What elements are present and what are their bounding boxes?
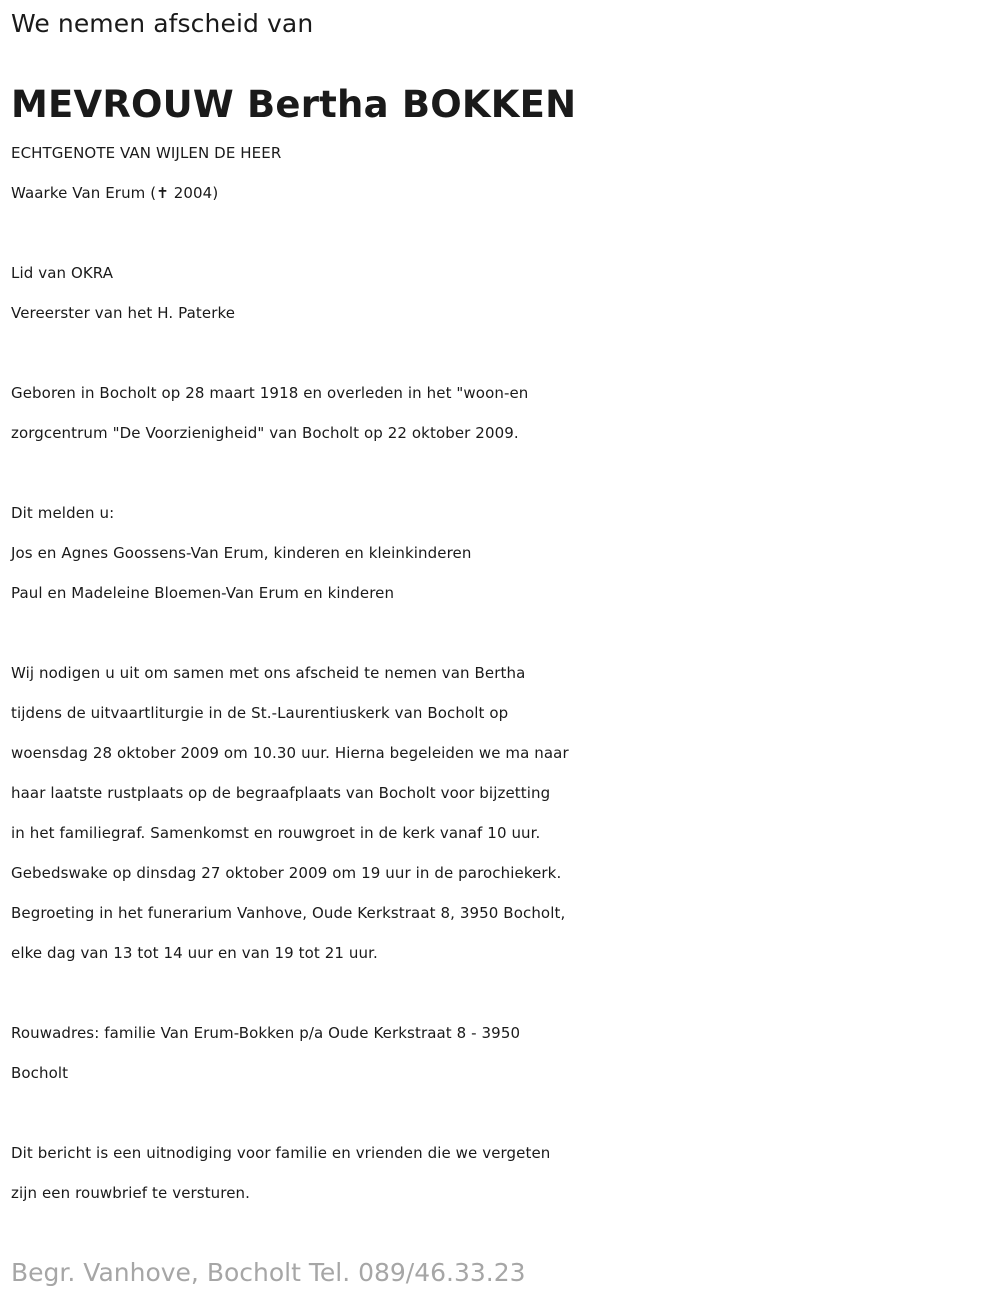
mourning-address-line-2: Bocholt <box>11 1064 69 1082</box>
ceremony-line-6: Gebedswake op dinsdag 27 oktober 2009 om 19 uur in de parochiekerk. <box>11 864 562 882</box>
ceremony-line-1: Wij nodigen u uit om samen met ons afscheid te nemen van Bertha <box>11 664 526 682</box>
notice-body <box>11 133 991 1213</box>
spouse-line-2: Waarke Van Erum (✝ 2004) <box>11 184 219 202</box>
ceremony-line-5: in het familiegraf. Samenkomst en rouwgroet in de kerk vanaf 10 uur. <box>11 824 541 842</box>
announcers-heading: Dit melden u: <box>11 504 115 522</box>
ceremony-line-8: elke dag van 13 tot 14 uur en van 19 tot 21 uur. <box>11 944 378 962</box>
ceremony-line-4: haar laatste rustplaats op de begraafplaats van Bocholt voor bijzetting <box>11 784 551 802</box>
membership-okra: Lid van OKRA <box>11 264 114 282</box>
membership-paterke: Vereerster van het H. Paterke <box>11 304 236 322</box>
ceremony-line-2: tijdens de uitvaartliturgie in de St.-Laurentiuskerk van Bocholt op <box>11 704 509 722</box>
ceremony-line-3: woensdag 28 oktober 2009 om 10.30 uur. Hierna begeleiden we ma naar <box>11 744 569 762</box>
invitation-notice-line-1: Dit bericht is een uitnodiging voor familie en vrienden die we vergeten <box>11 1144 551 1162</box>
spouse-line-1: ECHTGENOTE VAN WIJLEN DE HEER <box>11 144 282 162</box>
mourning-address-line-1: Rouwadres: familie Van Erum-Bokken p/a Oude Kerkstraat 8 - 3950 <box>11 1024 521 1042</box>
ceremony-line-7: Begroeting in het funerarium Vanhove, Oude Kerkstraat 8, 3950 Bocholt, <box>11 904 566 922</box>
invitation-notice-line-2: zijn een rouwbrief te versturen. <box>11 1184 251 1202</box>
funeral-home-footer: Begr. Vanhove, Bocholt Tel. 089/46.33.23 <box>11 1258 526 1287</box>
intro-text: We nemen afscheid van <box>11 9 314 38</box>
birth-death-line-2: zorgcentrum "De Voorzienigheid" van Bocholt op 22 oktober 2009. <box>11 424 519 442</box>
birth-death-line-1: Geboren in Bocholt op 28 maart 1918 en overleden in het "woon-en <box>11 384 529 402</box>
announcer-family-bloemen: Paul en Madeleine Bloemen-Van Erum en kinderen <box>11 584 395 602</box>
deceased-name: MEVROUW Bertha BOKKEN <box>11 83 577 126</box>
announcer-family-goossens: Jos en Agnes Goossens-Van Erum, kinderen en kleinkinderen <box>11 544 472 562</box>
